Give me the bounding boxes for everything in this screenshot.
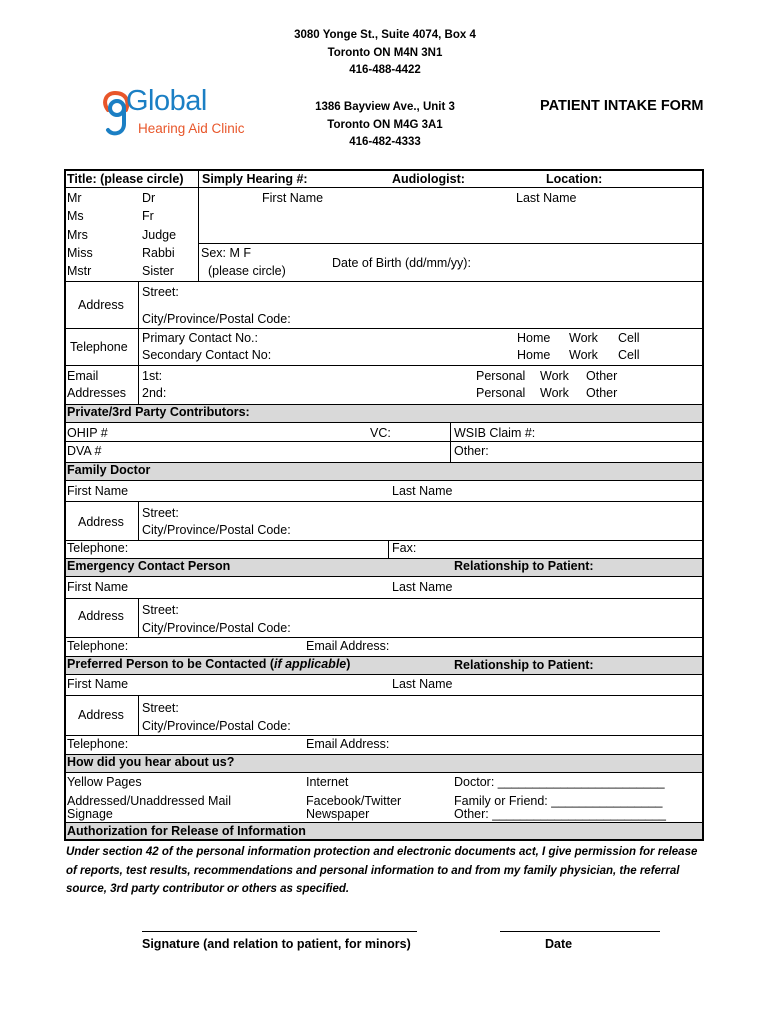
primary-cell[interactable]: Cell <box>618 331 640 345</box>
patient-first-name-label: First Name <box>262 191 324 205</box>
dva-label: DVA # <box>67 444 102 458</box>
title-option-dr[interactable]: Dr <box>142 191 156 205</box>
sex-please-circle: (please circle) <box>208 264 286 278</box>
email-label: Email <box>67 369 99 383</box>
logo-word: Global <box>126 85 207 117</box>
referral-doctor[interactable]: Doctor: ________________________ <box>454 775 665 789</box>
secondary-contact-label: Secondary Contact No: <box>142 348 272 362</box>
authorization-line-3: source, 3rd party contributor or others as specified. <box>66 883 350 895</box>
emergency-telephone-label: Telephone: <box>67 639 129 653</box>
date-line[interactable] <box>500 931 660 932</box>
email-first-label: 1st: <box>142 369 163 383</box>
preferred-address-label: Address <box>78 708 124 722</box>
patient-address-label: Address <box>78 298 124 312</box>
email2-work[interactable]: Work <box>540 386 569 400</box>
referral-internet[interactable]: Internet <box>306 775 349 789</box>
email1-work[interactable]: Work <box>540 369 569 383</box>
referral-heading: How did you hear about us? <box>67 755 235 769</box>
emergency-first-name-label: First Name <box>67 580 129 594</box>
title-option-ms[interactable]: Ms <box>67 209 84 223</box>
secondary-cell[interactable]: Cell <box>618 348 640 362</box>
signature-line[interactable] <box>142 931 417 932</box>
preferred-heading-note: if applicable <box>274 657 347 671</box>
form-title: PATIENT INTAKE FORM <box>540 98 704 114</box>
family-doctor-heading-bg <box>66 462 702 480</box>
sex-label[interactable]: Sex: M F <box>201 246 252 260</box>
title-option-mrs[interactable]: Mrs <box>67 228 88 242</box>
referral-signage[interactable]: Signage <box>67 807 113 821</box>
primary-work[interactable]: Work <box>569 331 598 345</box>
patient-city-label: City/Province/Postal Code: <box>142 312 291 326</box>
patient-telephone-label: Telephone <box>70 340 128 354</box>
clinic-address-2 <box>300 99 470 152</box>
contributors-other-label: Other: <box>454 444 489 458</box>
emergency-heading: Emergency Contact Person <box>67 559 231 573</box>
emergency-city-label: City/Province/Postal Code: <box>142 621 291 635</box>
email1-other[interactable]: Other <box>586 369 618 383</box>
title-option-judge[interactable]: Judge <box>142 228 177 242</box>
title-option-mstr[interactable]: Mstr <box>67 264 92 278</box>
referral-friend[interactable]: Family or Friend: ________________ <box>454 794 663 808</box>
addresses-label: Addresses <box>67 386 127 400</box>
email1-personal[interactable]: Personal <box>476 369 526 383</box>
email2-personal[interactable]: Personal <box>476 386 526 400</box>
clinic-address-1 <box>270 27 500 80</box>
authorization-heading: Authorization for Release of Information <box>67 824 306 838</box>
preferred-email-label: Email Address: <box>306 737 390 751</box>
logo-subtitle: Hearing Aid Clinic <box>138 121 245 136</box>
title-option-miss[interactable]: Miss <box>67 246 93 260</box>
preferred-city-label: City/Province/Postal Code: <box>142 719 291 733</box>
address2-phone: 416-482-4333 <box>349 136 421 148</box>
authorization-text <box>66 843 706 899</box>
preferred-relationship-label: Relationship to Patient: <box>454 658 594 672</box>
title-option-sister[interactable]: Sister <box>142 264 174 278</box>
primary-home[interactable]: Home <box>517 331 551 345</box>
ohip-label: OHIP # <box>67 426 108 440</box>
authorization-line-2: of reports, test results, recommendations and personal information to and from my family physician, the referral <box>66 864 680 877</box>
emergency-street-label: Street: <box>142 603 179 617</box>
emergency-email-label: Email Address: <box>306 639 390 653</box>
preferred-heading-text: Preferred Person to be Contacted ( <box>67 657 274 671</box>
emergency-address-label: Address <box>78 609 124 623</box>
address1-line1: 3080 Yonge St., Suite 4074, Box 4 <box>294 29 476 41</box>
referral-facebook[interactable]: Facebook/Twitter <box>306 794 402 808</box>
signature-label: Signature (and relation to patient, for minors) <box>142 937 411 951</box>
simply-hearing-label: Simply Hearing #: <box>202 172 308 186</box>
dob-label: Date of Birth (dd/mm/yy): <box>332 256 471 270</box>
title-label: Title: (please circle) <box>67 172 184 186</box>
preferred-heading <box>67 657 350 672</box>
doctor-fax-label: Fax: <box>392 541 417 555</box>
preferred-street-label: Street: <box>142 701 179 715</box>
emergency-last-name-label: Last Name <box>392 580 453 594</box>
emergency-relationship-label: Relationship to Patient: <box>454 559 594 573</box>
location-label: Location: <box>546 172 603 186</box>
preferred-last-name-label: Last Name <box>392 677 453 691</box>
patient-street-label: Street: <box>142 285 179 299</box>
authorization-line-1: Under section 42 of the personal information protection and electronic documents act, I give permission for release <box>66 846 698 858</box>
address1-phone: 416-488-4422 <box>349 64 421 76</box>
primary-contact-label: Primary Contact No.: <box>142 331 259 345</box>
patient-last-name-label: Last Name <box>516 191 577 205</box>
address1-line2: Toronto ON M4N 3N1 <box>327 46 443 59</box>
email2-other[interactable]: Other <box>586 386 618 400</box>
doctor-address-label: Address <box>78 515 124 529</box>
clinic-logo <box>100 85 280 142</box>
doctor-last-name-label: Last Name <box>392 484 453 498</box>
title-option-rabbi[interactable]: Rabbi <box>142 246 175 260</box>
family-doctor-heading: Family Doctor <box>67 463 151 477</box>
doctor-telephone-label: Telephone: <box>67 541 129 555</box>
preferred-telephone-label: Telephone: <box>67 737 129 751</box>
title-option-fr[interactable]: Fr <box>142 209 154 223</box>
doctor-street-label: Street: <box>142 506 179 520</box>
contributors-heading: Private/3rd Party Contributors: <box>67 405 250 419</box>
address2-line2: Toronto ON M4G 3A1 <box>327 118 443 131</box>
preferred-first-name-label: First Name <box>67 677 129 691</box>
address2-line1: 1386 Bayview Ave., Unit 3 <box>315 101 455 113</box>
doctor-city-label: City/Province/Postal Code: <box>142 523 291 537</box>
secondary-home[interactable]: Home <box>517 348 551 362</box>
referral-newspaper[interactable]: Newspaper <box>306 807 370 821</box>
referral-other[interactable]: Other: _________________________ <box>454 807 667 821</box>
preferred-heading-close: ) <box>346 657 351 671</box>
referral-mail[interactable]: Addressed/Unaddressed Mail <box>67 794 231 808</box>
audiologist-label: Audiologist: <box>392 172 465 186</box>
wsib-label: WSIB Claim #: <box>454 426 536 440</box>
referral-yellow-pages[interactable]: Yellow Pages <box>67 775 142 789</box>
email-second-label: 2nd: <box>142 386 167 400</box>
vc-label: VC: <box>370 426 391 440</box>
secondary-work[interactable]: Work <box>569 348 598 362</box>
date-label: Date <box>545 937 573 951</box>
doctor-first-name-label: First Name <box>67 484 129 498</box>
title-option-mr[interactable]: Mr <box>67 191 82 205</box>
